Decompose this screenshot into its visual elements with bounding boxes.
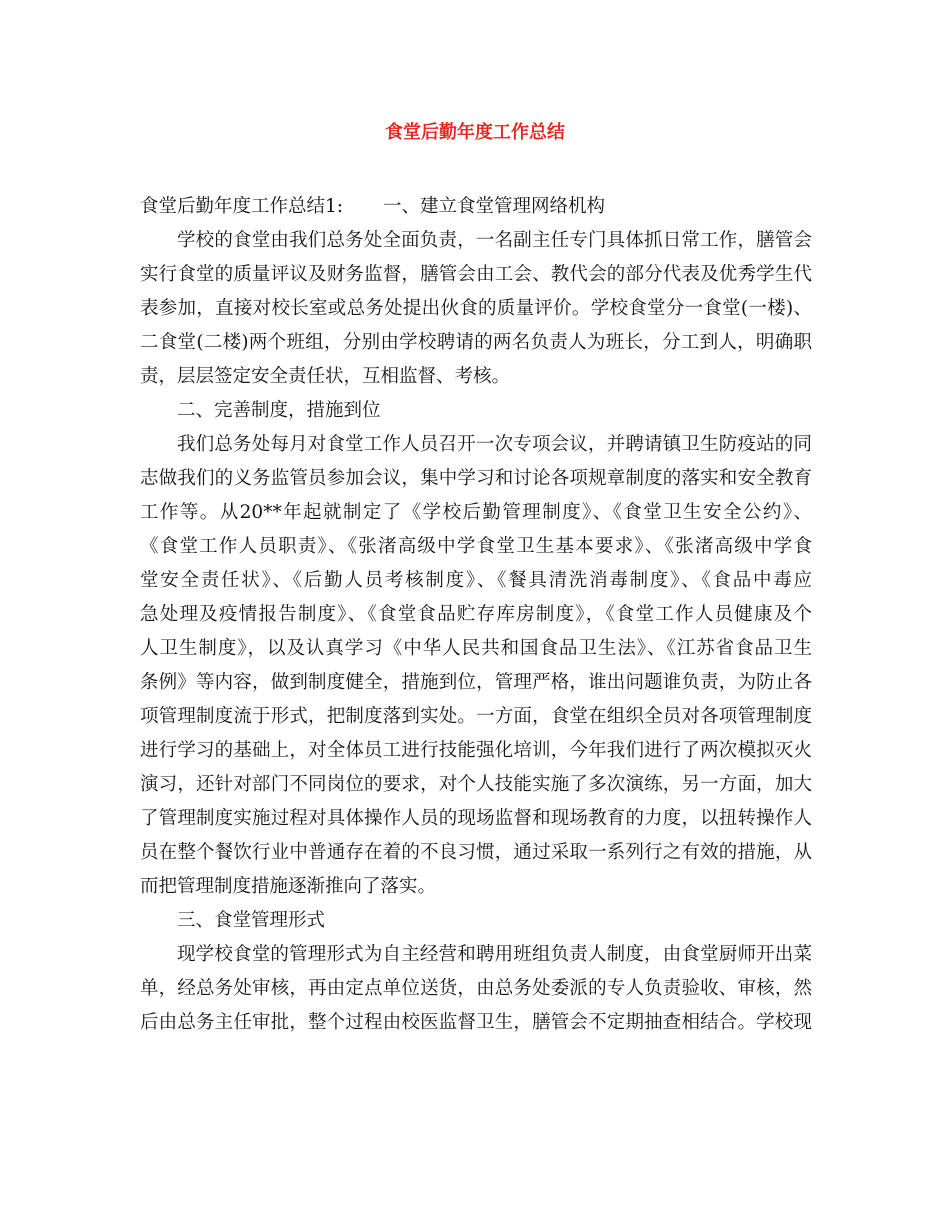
paragraph-line: 实行食堂的质量评议及财务监督，膳管会由工会、教代会的部分代表及优秀学生代 [140,264,812,285]
paragraph-line: 进行学习的基础上，对全体员工进行技能强化培训，今年我们进行了两次模拟灭火 [140,740,812,761]
paragraph-line: 现学校食堂的管理形式为自主经营和聘用班组负责人制度，由食堂厨师开出菜 [177,944,812,965]
paragraph-line: 我们总务处每月对食堂工作人员召开一次专项会议，并聘请镇卫生防疫站的同 [177,434,812,455]
paragraph-line: 演习，还针对部门不同岗位的要求，对个人技能实施了多次演练，另一方面，加大 [140,774,812,795]
paragraph-line: 而把管理制度措施逐渐推向了落实。 [140,876,437,897]
paragraph-line: 员在整个餐饮行业中普通存在着的不良习惯，通过采取一系列行之有效的措施，从 [140,842,812,863]
paragraph-line: 人卫生制度》，以及认真学习《中华人民共和国食品卫生法》、《江苏省食品卫生 [140,638,812,659]
paragraph-line: 单，经总务处审核，再由定点单位送货，由总务处委派的专人负责验收、审核，然 [140,978,812,999]
paragraph-line: 表参加，直接对校长室或总务处提出伙食的质量评价。学校食堂分一食堂(一楼)、 [140,298,812,319]
paragraph-line: 学校的食堂由我们总务处全面负责，一名副主任专门具体抓日常工作，膳管会 [177,230,812,251]
paragraph-line: 责，层层签定安全责任状，互相监督、考核。 [140,366,511,387]
paragraph-line: 堂安全责任状》、《后勤人员考核制度》、《餐具清洗消毒制度》、《食品中毒应 [140,570,812,591]
paragraph-line: 了管理制度实施过程对具体操作人员的现场监督和现场教育的力度，以扭转操作人 [140,808,812,829]
paragraph-line: 《食堂工作人员职责》、《张渚高级中学食堂卫生基本要求》、《张渚高级中学食 [140,536,812,557]
paragraph-line: 志做我们的义务监管员参加会议，集中学习和讨论各项规章制度的落实和安全教育 [140,468,812,489]
paragraph-line: 项管理制度流于形式，把制度落到实处。一方面，食堂在组织全员对各项管理制度 [140,706,812,727]
paragraph-line: 条例》等内容，做到制度健全，措施到位，管理严格，谁出问题谁负责，为防止各 [140,672,812,693]
section3-heading: 三、食堂管理形式 [177,910,326,931]
intro-line [140,190,812,224]
document-title: 食堂后勤年度工作总结 [385,122,565,143]
paragraph-line: 急处理及疫情报告制度》、《食堂食品贮存库房制度》，《食堂工作人员健康及个 [140,604,812,625]
section2-heading: 二、完善制度，措施到位 [177,400,381,421]
section1-heading: 一、建立食堂管理网络机构 [383,196,606,217]
intro-label: 食堂后勤年度工作总结1: [140,196,344,217]
paragraph-line: 工作等。从20**年起就制定了《学校后勤管理制度》、《食堂卫生安全公约》、 [140,502,812,523]
paragraph-line: 后由总务主任审批，整个过程由校医监督卫生，膳管会不定期抽查相结合。学校现 [140,1012,812,1033]
document-body [140,190,812,1040]
paragraph-line: 二食堂(二楼)两个班组，分别由学校聘请的两名负责人为班长，分工到人，明确职 [140,332,812,353]
